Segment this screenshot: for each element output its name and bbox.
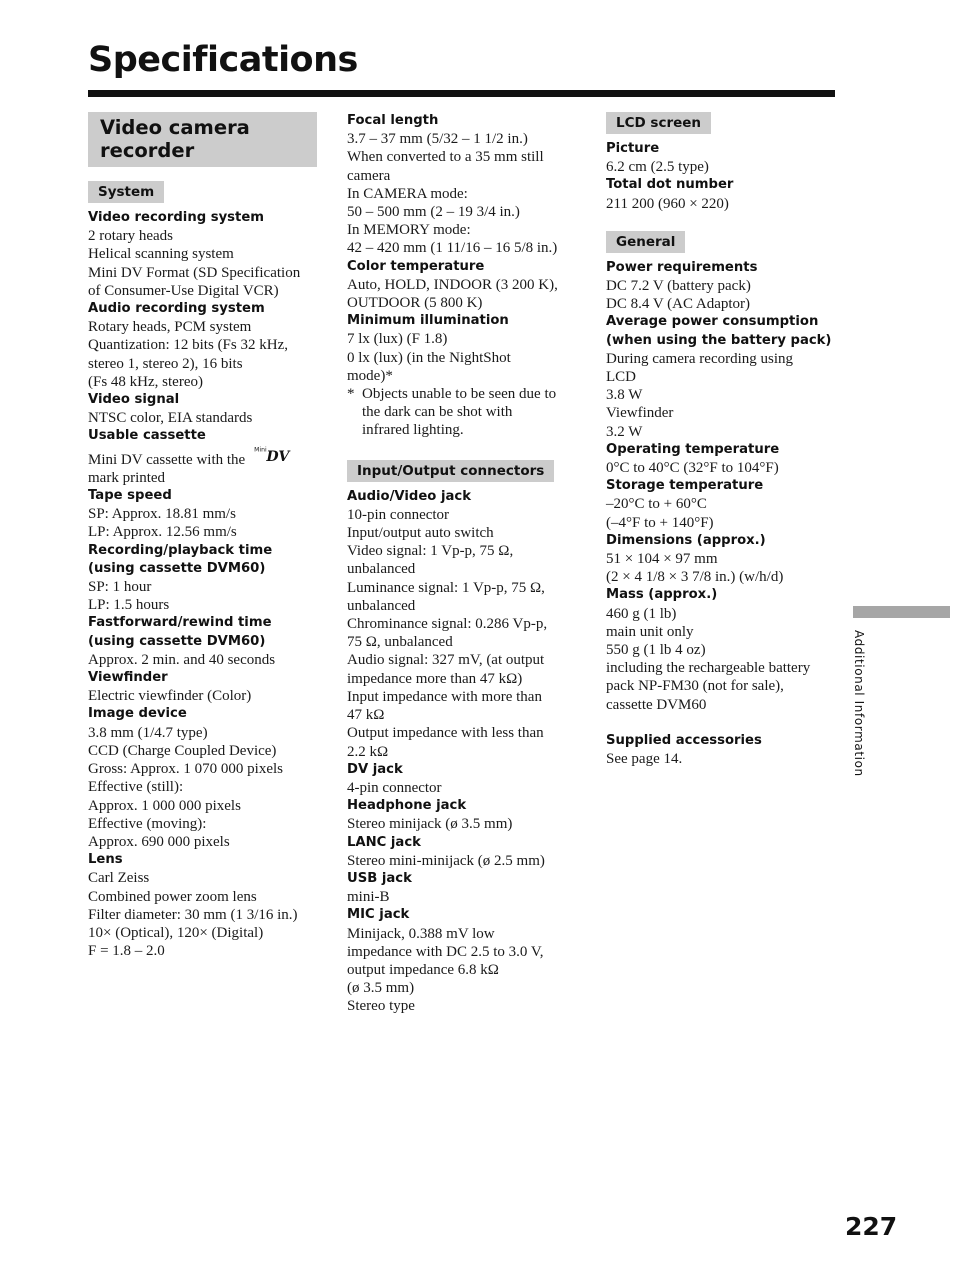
spec-value: Stereo mini-minijack (ø 2.5 mm) <box>347 852 545 869</box>
spec-minimum-illumination <box>347 312 583 439</box>
spec-label: Tape speed <box>88 488 172 504</box>
spec-value: 3.2 W <box>606 423 643 440</box>
spec-value: 42 – 420 mm (1 11/16 – 16 5/8 in.) <box>347 240 558 257</box>
spec-label: Focal length <box>347 113 439 128</box>
spec-value: 2 rotary heads <box>88 228 173 245</box>
spec-ff-rewind-time <box>88 614 320 669</box>
subheading-lcd-screen: LCD screen <box>606 112 711 134</box>
spec-label: (when using the battery pack) <box>606 332 832 348</box>
spec-video-signal <box>88 391 320 427</box>
spec-value: unbalanced <box>347 597 416 614</box>
spec-value: 50 – 500 mm (2 – 19 3/4 in.) <box>347 204 520 221</box>
spec-label: Mass (approx.) <box>606 587 718 603</box>
spec-value: Combined power zoom lens <box>88 888 257 905</box>
spec-label: Color temperature <box>347 258 485 274</box>
spec-value: Approx. 1 000 000 pixels <box>88 797 241 814</box>
spec-label: Average power consumption <box>606 314 819 330</box>
spec-value: 2.2 kΩ <box>347 743 389 760</box>
spec-value: CCD (Charge Coupled Device) <box>88 742 277 759</box>
spec-value: NTSC color, EIA standards <box>88 410 253 427</box>
spec-value: Output impedance with less than <box>347 725 544 742</box>
spec-total-dot-number <box>606 176 838 212</box>
spec-value: During camera recording using <box>606 350 794 367</box>
spec-value: including the rechargeable battery <box>606 660 811 677</box>
spec-value: 211 200 (960 × 220) <box>606 195 729 212</box>
footnote <box>347 385 583 440</box>
spec-value: impedance with DC 2.5 to 3.0 V, <box>347 943 544 960</box>
spec-value-text: Mini DV cassette with the <box>88 451 246 468</box>
spec-value: mark printed <box>88 469 166 486</box>
spec-label: MIC jack <box>347 907 410 923</box>
section-heading-video-camera-recorder: Video camera recorder <box>88 112 317 167</box>
column-1 <box>88 112 320 960</box>
spec-value: main unit only <box>606 623 694 640</box>
spec-value: DC 8.4 V (AC Adaptor) <box>606 296 751 313</box>
spec-value: Audio signal: 327 mV, (at output <box>347 652 545 669</box>
spec-value: Stereo minijack (ø 3.5 mm) <box>347 816 513 833</box>
spec-usb-jack <box>347 870 583 906</box>
spec-label: (using cassette DVM60) <box>88 560 266 576</box>
spec-label: LANC jack <box>347 834 421 850</box>
spec-mass <box>606 586 838 713</box>
spec-label: Picture <box>606 141 660 156</box>
spec-audio-recording-system <box>88 300 320 391</box>
spec-value: Helical scanning system <box>88 246 234 263</box>
spec-value: Approx. 2 min. and 40 seconds <box>88 651 276 668</box>
spec-storage-temperature <box>606 477 838 532</box>
spec-value: SP: 1 hour <box>88 579 152 596</box>
spec-value: F = 1.8 – 2.0 <box>88 943 165 960</box>
spec-label: Dimensions (approx.) <box>606 532 766 548</box>
spec-label: Audio recording system <box>88 301 265 317</box>
side-section-label: Additional Information <box>852 630 866 777</box>
spec-value: (ø 3.5 mm) <box>347 980 415 997</box>
spec-value: mini-B <box>347 889 390 906</box>
spec-value: LP: Approx. 12.56 mm/s <box>88 524 237 541</box>
spec-label: USB jack <box>347 870 412 886</box>
spec-value: Input/output auto switch <box>347 525 494 542</box>
spec-headphone-jack <box>347 797 583 833</box>
spec-value: 460 g (1 lb) <box>606 605 677 622</box>
spec-picture <box>606 140 838 176</box>
spec-value: Electric viewfinder (Color) <box>88 688 252 705</box>
spec-value: 0°C to 40°C (32°F to 104°F) <box>606 460 779 477</box>
spec-label: Fastforward/rewind time <box>88 615 272 631</box>
spec-value: (Fs 48 kHz, stereo) <box>88 373 203 390</box>
spec-value: Video signal: 1 Vp-p, 75 Ω, <box>347 543 514 560</box>
column-3 <box>606 112 838 768</box>
footnote-line: infrared lighting. <box>362 422 464 439</box>
spec-label: Usable cassette <box>88 428 206 444</box>
spec-value: Effective (moving): <box>88 815 207 832</box>
spec-audio-video-jack <box>347 488 583 761</box>
spec-value: In MEMORY mode: <box>347 222 471 239</box>
spec-value <box>88 446 320 469</box>
spec-value: 7 lx (lux) (F 1.8) <box>347 331 448 348</box>
spec-label: Operating temperature <box>606 441 780 457</box>
spec-label: Audio/Video jack <box>347 488 471 504</box>
spec-lens <box>88 851 320 960</box>
spec-value: See page 14. <box>606 751 683 768</box>
spec-label: Recording/playback time <box>88 542 273 558</box>
spec-label: Total dot number <box>606 177 734 193</box>
spec-value: Minijack, 0.388 mV low <box>347 925 495 942</box>
spec-label: DV jack <box>347 761 403 777</box>
spec-value: LP: 1.5 hours <box>88 597 170 614</box>
footnote-line: Objects unable to be seen due to <box>362 386 557 403</box>
spec-tape-speed <box>88 487 320 542</box>
spec-label: Minimum illumination <box>347 313 509 329</box>
spec-value: camera <box>347 167 391 184</box>
spec-value: SP: Approx. 18.81 mm/s <box>88 506 236 523</box>
spec-value: Filter diameter: 30 mm (1 3/16 in.) <box>88 906 298 923</box>
spec-value: 10-pin connector <box>347 506 450 523</box>
spec-lanc-jack <box>347 834 583 870</box>
spec-value: Carl Zeiss <box>88 870 150 887</box>
spec-value: 4-pin connector <box>347 779 442 796</box>
spec-label: Supplied accessories <box>606 732 762 748</box>
spec-value: 0 lx (lux) (in the NightShot <box>347 349 511 366</box>
spec-value: Input impedance with more than <box>347 688 542 705</box>
spec-average-power-consumption <box>606 313 838 440</box>
spec-value: unbalanced <box>347 561 416 578</box>
footnote-mark: * <box>347 386 355 403</box>
spec-value: Mini DV Format (SD Specification <box>88 264 301 281</box>
spec-value: 3.8 W <box>606 387 643 404</box>
mini-dv-logo-icon <box>253 446 291 462</box>
spec-value: 51 × 104 × 97 mm <box>606 551 718 568</box>
spec-value: In CAMERA mode: <box>347 185 468 202</box>
spec-value: 6.2 cm (2.5 type) <box>606 159 709 176</box>
spec-operating-temperature <box>606 441 838 477</box>
spec-label: Video recording system <box>88 210 265 225</box>
spec-value: pack NP-FM30 (not for sale), <box>606 678 784 695</box>
column-2 <box>347 112 583 1016</box>
spec-value: Effective (still): <box>88 779 184 796</box>
spec-value: cassette DVM60 <box>606 696 707 713</box>
spec-value: 3.7 – 37 mm (5/32 – 1 1/2 in.) <box>347 131 528 148</box>
spec-label: Viewfinder <box>88 670 168 686</box>
spec-video-recording-system <box>88 209 320 300</box>
spec-image-device <box>88 705 320 851</box>
spec-value: 47 kΩ <box>347 707 385 724</box>
spec-value: Viewfinder <box>606 405 674 422</box>
title-rule <box>88 90 835 97</box>
spec-value: output impedance 6.8 kΩ <box>347 961 499 978</box>
mini-dv-logo-small-text: Mini <box>254 446 267 454</box>
subheading-system: System <box>88 181 164 203</box>
spec-recording-playback-time <box>88 542 320 615</box>
page-title: Specifications <box>88 40 358 80</box>
spec-value: 10× (Optical), 120× (Digital) <box>88 924 264 941</box>
spec-label: Lens <box>88 852 123 868</box>
spec-value: Approx. 690 000 pixels <box>88 833 230 850</box>
spec-value: –20°C to + 60°C <box>606 496 707 513</box>
spec-dv-jack <box>347 761 583 797</box>
subheading-general: General <box>606 231 685 253</box>
spec-color-temperature <box>347 258 583 313</box>
spec-label: Power requirements <box>606 259 758 275</box>
spec-dimensions <box>606 532 838 587</box>
page-number: 227 <box>845 1212 898 1241</box>
spec-power-requirements <box>606 259 838 314</box>
spec-value: Rotary heads, PCM system <box>88 319 252 336</box>
spec-supplied-accessories <box>606 732 838 768</box>
spec-value: stereo 1, stereo 2), 16 bits <box>88 355 243 372</box>
spec-value: Quantization: 12 bits (Fs 32 kHz, <box>88 337 288 354</box>
spec-value: impedance more than 47 kΩ) <box>347 670 523 687</box>
spec-value: Luminance signal: 1 Vp-p, 75 Ω, <box>347 579 545 596</box>
spec-focal-length <box>347 112 583 258</box>
mini-dv-logo-large-text: DV <box>266 448 290 462</box>
spec-mic-jack <box>347 906 583 1015</box>
spec-value: Gross: Approx. 1 070 000 pixels <box>88 761 283 778</box>
spec-value: (2 × 4 1/8 × 3 7/8 in.) (w/h/d) <box>606 569 784 586</box>
spec-value: 550 g (1 lb 4 oz) <box>606 642 706 659</box>
spacer <box>606 714 838 732</box>
spec-value: 3.8 mm (1/4.7 type) <box>88 724 208 741</box>
spec-usable-cassette <box>88 427 320 487</box>
spec-value: mode)* <box>347 367 393 384</box>
footnote-text <box>362 385 583 440</box>
spec-value: Chrominance signal: 0.286 Vp-p, <box>347 616 548 633</box>
spec-label: Storage temperature <box>606 478 764 494</box>
spec-value: of Consumer-Use Digital VCR) <box>88 282 279 299</box>
spec-label: (using cassette DVM60) <box>88 633 266 649</box>
spec-label: Image device <box>88 706 187 722</box>
subheading-input-output-connectors: Input/Output connectors <box>347 460 554 482</box>
spec-value: (–4°F to + 140°F) <box>606 514 714 531</box>
spec-value: Auto, HOLD, INDOOR (3 200 K), <box>347 276 558 293</box>
spec-value: When converted to a 35 mm still <box>347 149 544 166</box>
spec-label: Video signal <box>88 392 180 408</box>
spec-value: 75 Ω, unbalanced <box>347 634 453 651</box>
spec-value: LCD <box>606 369 636 386</box>
side-tab-marker <box>853 606 950 618</box>
footnote-line: the dark can be shot with <box>362 404 513 421</box>
spec-label: Headphone jack <box>347 798 467 814</box>
spec-value: DC 7.2 V (battery pack) <box>606 278 751 295</box>
spec-value: Stereo type <box>347 998 415 1015</box>
spec-viewfinder <box>88 669 320 705</box>
spec-value: OUTDOOR (5 800 K) <box>347 295 483 312</box>
